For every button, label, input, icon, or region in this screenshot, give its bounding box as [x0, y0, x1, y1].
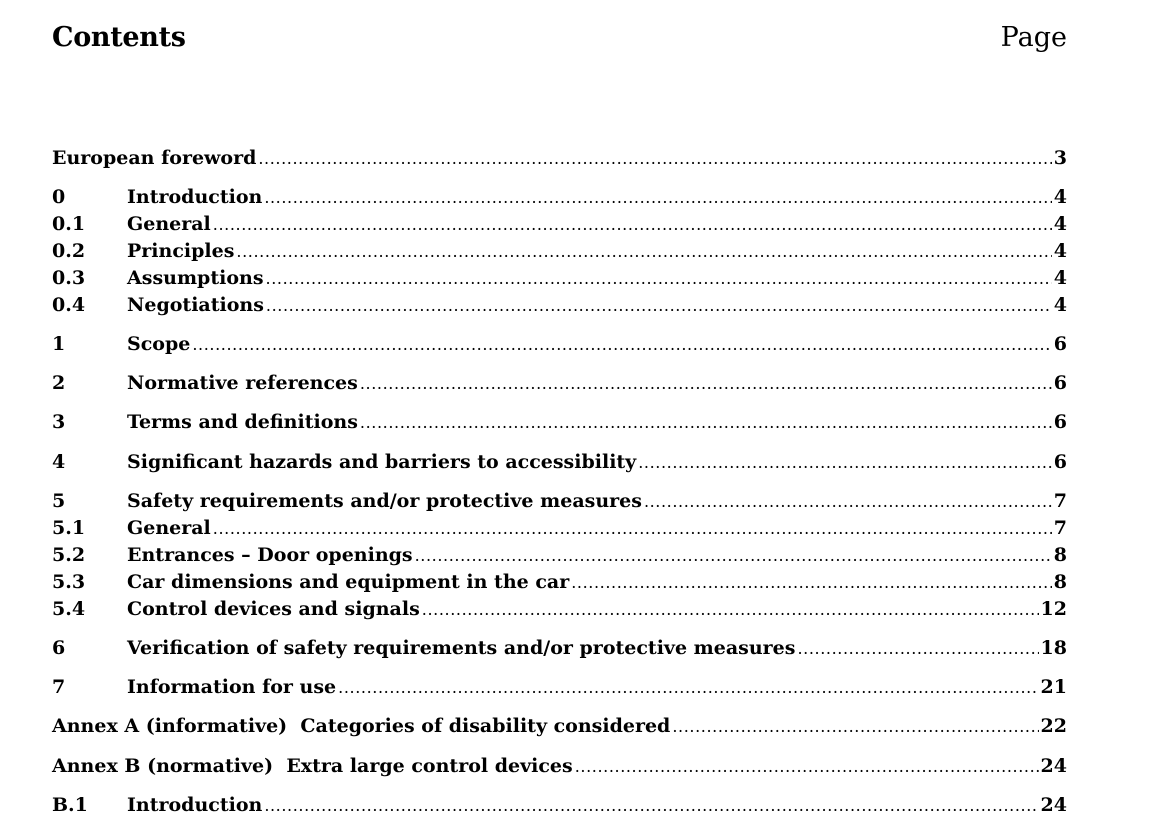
- toc-entry-annex-a[interactable]: [52, 714, 1067, 738]
- toc-entry-title: Introduction: [127, 794, 263, 816]
- page-column-label: Page: [1000, 22, 1067, 53]
- toc-entry-page: 7: [1053, 490, 1067, 512]
- toc-entry-title: Scope: [127, 333, 191, 355]
- toc-entry-0-4[interactable]: [52, 293, 1067, 317]
- toc-entry-number: 7: [52, 676, 66, 698]
- toc-entry-page: 24: [1040, 755, 1067, 777]
- dot-leader: [797, 636, 1038, 660]
- dot-leader: [266, 266, 1052, 290]
- toc-entry-title: Entrances – Door openings: [127, 544, 413, 566]
- toc-entry-page: 8: [1053, 571, 1067, 593]
- toc-entry-title: Normative references: [127, 372, 358, 394]
- toc-entry-number: 5.2: [52, 544, 86, 566]
- toc-entry-number: 0.3: [52, 267, 86, 289]
- toc-entry-6[interactable]: [52, 636, 1067, 660]
- dot-leader: [415, 543, 1052, 567]
- toc-entry-0-3[interactable]: [52, 266, 1067, 290]
- toc-entry-3[interactable]: [52, 410, 1067, 434]
- toc-entry-title: Information for use: [127, 676, 337, 698]
- toc-entry-number: 0.1: [52, 213, 86, 235]
- toc-entry-title: Introduction: [127, 186, 263, 208]
- toc-entry-title: Control devices and signals: [127, 598, 420, 620]
- toc-entry-5-3[interactable]: [52, 570, 1067, 594]
- toc-entry-5[interactable]: [52, 489, 1067, 513]
- page-title: Contents: [52, 22, 186, 53]
- dot-leader: [575, 754, 1039, 778]
- toc-entry-title: Verification of safety requirements and/or protective measures: [127, 637, 796, 659]
- dot-leader: [360, 371, 1052, 395]
- toc-entry-page: 24: [1040, 794, 1067, 816]
- toc-entry-title: Safety requirements and/or protective measures: [127, 490, 642, 512]
- toc-entry-title: Terms and definitions: [127, 411, 358, 433]
- toc-entry-number: 4: [52, 451, 66, 473]
- toc-entry-2[interactable]: [52, 371, 1067, 395]
- toc-entry-number: 0.4: [52, 294, 86, 316]
- toc-entry-page: 4: [1053, 294, 1067, 316]
- toc-entry-title: Significant hazards and barriers to accessibility: [127, 451, 637, 473]
- toc-entry-number: B.1: [52, 794, 88, 816]
- toc-entry-title: General: [127, 517, 211, 539]
- toc-entry-0[interactable]: [52, 185, 1067, 209]
- toc-entry-0-1[interactable]: [52, 212, 1067, 236]
- toc-entry-4[interactable]: [52, 450, 1067, 474]
- dot-leader: [644, 489, 1052, 513]
- toc-entry-title: European foreword: [52, 147, 257, 169]
- dot-leader: [360, 410, 1052, 434]
- toc-entry-number: 5: [52, 490, 66, 512]
- toc-entry-number: 5.4: [52, 598, 86, 620]
- dot-leader: [422, 597, 1039, 621]
- toc-entry-page: 6: [1053, 333, 1067, 355]
- toc-entry-5-4[interactable]: [52, 597, 1067, 621]
- toc-entry-1[interactable]: [52, 332, 1067, 356]
- toc-entry-number: 6: [52, 637, 66, 659]
- toc-entry-number: 2: [52, 372, 66, 394]
- toc-entry-page: 21: [1040, 676, 1067, 698]
- toc-entry-number: 5.1: [52, 517, 86, 539]
- toc-entry-7[interactable]: [52, 675, 1067, 699]
- toc-entry-page: 22: [1040, 715, 1067, 737]
- dot-leader: [264, 185, 1051, 209]
- dot-leader: [571, 570, 1052, 594]
- toc-entry-number: 0: [52, 186, 66, 208]
- dot-leader: [192, 332, 1051, 356]
- toc-entry-title: General: [127, 213, 211, 235]
- toc-entry-page: 4: [1053, 267, 1067, 289]
- toc-entry-5-2[interactable]: [52, 543, 1067, 567]
- dot-leader: [258, 146, 1051, 170]
- toc-entry-number: 1: [52, 333, 66, 355]
- toc-entry-page: 6: [1053, 451, 1067, 473]
- toc-entry-5-1[interactable]: [52, 516, 1067, 540]
- dot-leader: [236, 239, 1051, 263]
- toc-entry-0-2[interactable]: [52, 239, 1067, 263]
- contents-heading: [52, 22, 1067, 62]
- toc-entry-page: 12: [1040, 598, 1067, 620]
- toc-entry-page: 18: [1040, 637, 1067, 659]
- toc-entry-b-1[interactable]: [52, 793, 1067, 817]
- toc-entry-page: 8: [1053, 544, 1067, 566]
- toc-entry-page: 6: [1053, 411, 1067, 433]
- toc-entry-number: 5.3: [52, 571, 86, 593]
- toc-entry-page: 4: [1053, 186, 1067, 208]
- dot-leader: [638, 450, 1052, 474]
- toc-entry-number: 3: [52, 411, 66, 433]
- dot-leader: [264, 793, 1038, 817]
- toc-entry-page: 3: [1053, 147, 1067, 169]
- dot-leader: [213, 516, 1052, 540]
- toc-entry-title: Negotiations: [127, 294, 264, 316]
- toc-entry-annex-b[interactable]: [52, 754, 1067, 778]
- toc-entry-title: Assumptions: [127, 267, 264, 289]
- dot-leader: [672, 714, 1038, 738]
- dot-leader: [338, 675, 1038, 699]
- dot-leader: [213, 212, 1052, 236]
- toc-entry-page: 4: [1053, 213, 1067, 235]
- toc-entry-title: Annex A (informative) Categories of disability considered: [52, 715, 671, 737]
- toc-entry-title: Annex B (normative) Extra large control devices: [52, 755, 573, 777]
- toc-entry-page: 6: [1053, 372, 1067, 394]
- toc-entry-title: Car dimensions and equipment in the car: [127, 571, 570, 593]
- toc-entry-page: 4: [1053, 240, 1067, 262]
- dot-leader: [266, 293, 1052, 317]
- toc-entry-page: 7: [1053, 517, 1067, 539]
- toc-entry-number: 0.2: [52, 240, 86, 262]
- toc-entry-european-foreword[interactable]: [52, 146, 1067, 170]
- toc-entry-title: Principles: [127, 240, 235, 262]
